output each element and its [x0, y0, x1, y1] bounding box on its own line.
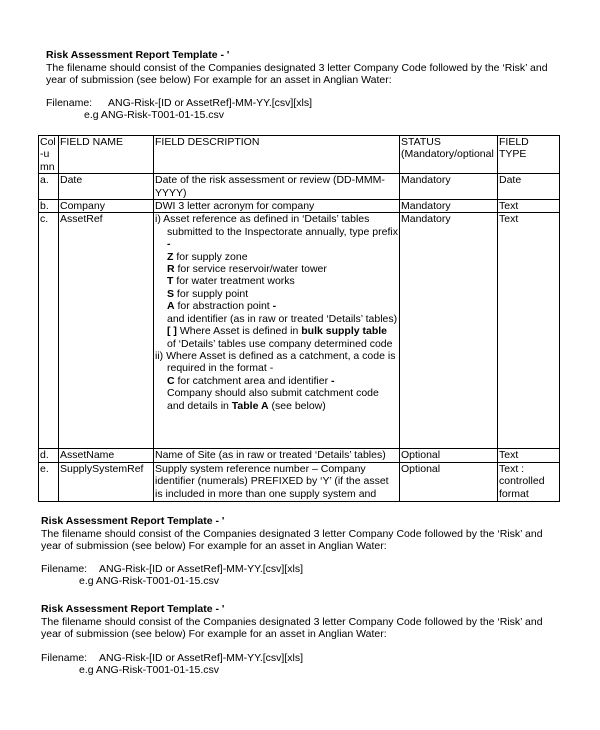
row-a-status: Mandatory: [400, 174, 498, 200]
filename-pattern-2: ANG-Risk-[ID or AssetRef]-MM-YY.[csv][xls]: [99, 563, 303, 575]
code-c: [155, 375, 398, 387]
header-status: STATUS (Mandatory/optional: [400, 136, 498, 174]
header-field-type: FIELD TYPE: [498, 136, 560, 174]
intro-paragraph: The filename should consist of the Companies designated 3 letter Company Code followed by the ‘Risk’ and year of submission (see below) For example for an asset in Anglian Water:: [46, 61, 548, 87]
filename-label-2: Filename:: [41, 563, 88, 575]
row-c-status: Mandatory: [400, 213, 498, 449]
code-r: [155, 263, 398, 275]
header-col: Col-umn: [39, 136, 59, 174]
table-row: [39, 200, 560, 213]
example-line: [46, 109, 224, 122]
row-a-col: a.: [39, 174, 59, 200]
identifier-text: and identifier (as in raw or treated ‘Details’ tables): [167, 312, 398, 325]
row-d-desc: Name of Site (as in raw or treated ‘Details’ tables): [154, 449, 400, 462]
row-a-desc: Date of the risk assessment or review (DD-MMM-YYYY): [154, 174, 400, 200]
row-e-col: e.: [39, 462, 59, 501]
table-row: [39, 213, 560, 449]
section-middle: [41, 515, 561, 553]
row-d-status: Optional: [400, 449, 498, 462]
intro-paragraph-2: The filename should consist of the Companies designated 3 letter Company Code followed by the ‘Risk’ and year of submission (see below) For example for an asset in Anglian Water:: [41, 527, 543, 553]
code-z: [155, 251, 398, 263]
code-a: [155, 300, 398, 312]
bulk-rest-text: of ‘Details’ tables use company determined code: [167, 337, 393, 350]
header-field-description: FIELD DESCRIPTION: [154, 136, 400, 174]
row-d-type: Text: [498, 449, 560, 462]
filename-pattern: ANG-Risk-[ID or AssetRef]-MM-YY.[csv][xls]: [108, 97, 312, 109]
filename-line: [46, 97, 312, 110]
row-b-name: Company: [59, 200, 154, 213]
bracket-text: Where Asset is defined in: [176, 325, 302, 338]
example-line-3: [41, 664, 219, 677]
section-bottom: [41, 603, 561, 641]
code-z-letter: Z: [167, 250, 174, 263]
code-r-letter: R: [167, 263, 175, 276]
fields-table: [38, 135, 560, 502]
desc-i-dash: -: [167, 238, 171, 251]
example-text: e.g ANG-Risk-T001-01-15.csv: [84, 109, 225, 121]
code-s-letter: S: [167, 287, 175, 300]
desc-i: [155, 213, 398, 250]
filename-line-3: [41, 652, 303, 665]
row-e-desc: [154, 462, 400, 501]
code-t: [155, 275, 398, 287]
code-c-dash: -: [328, 374, 335, 387]
row-c-name: AssetRef: [59, 213, 154, 449]
desc-ii-text: ii) Where Asset is defined as a catchment, a code is required in the format -: [155, 349, 396, 375]
company-catchment-line: [155, 387, 398, 412]
code-c-text: for catchment area and identifier: [174, 374, 329, 387]
desc-i-text: i) Asset reference as defined in ‘Details’ tables submitted to the Inspectorate annually, type prefix: [155, 213, 398, 238]
code-s: [155, 288, 398, 300]
example-text-3: e.g ANG-Risk-T001-01-15.csv: [79, 664, 220, 676]
code-a-dash: -: [269, 300, 277, 313]
code-a-letter: A: [167, 300, 175, 313]
filename-label-3: Filename:: [41, 652, 88, 664]
table-a-text: Table A: [231, 399, 269, 412]
row-d-name: AssetName: [59, 449, 154, 462]
desc-ii: [155, 350, 398, 375]
bracket-code: [ ]: [167, 325, 177, 338]
table-row: [39, 462, 560, 501]
code-c-letter: C: [167, 374, 175, 387]
code-t-text: for water treatment works: [173, 275, 295, 288]
row-b-status: Mandatory: [400, 200, 498, 213]
example-line-2: [41, 575, 219, 588]
row-c-type: Text: [498, 213, 560, 449]
row-b-type: Text: [498, 200, 560, 213]
section-top: [46, 49, 566, 87]
code-s-text: for supply point: [174, 287, 249, 300]
filename-line-2: [41, 563, 303, 576]
row-c-col: c.: [39, 213, 59, 449]
code-a-text: for abstraction point: [174, 300, 270, 313]
template-title-2: Risk Assessment Report Template - ': [41, 515, 225, 527]
row-a-name: Date: [59, 174, 154, 200]
row-b-col: b.: [39, 200, 59, 213]
row-d-col: d.: [39, 449, 59, 462]
company-catchment-text: Company should also submit catchment code and details in: [167, 387, 379, 412]
template-title: Risk Assessment Report Template - ': [46, 49, 230, 61]
see-below-text: (see below): [268, 399, 326, 412]
row-b-desc: DWI 3 letter acronym for company: [154, 200, 400, 213]
row-c-desc: [154, 213, 400, 449]
intro-paragraph-3: The filename should consist of the Companies designated 3 letter Company Code followed by the ‘Risk’ and year of submission (see below) For example for an asset in Anglian Water:: [41, 615, 543, 641]
row-e-desc-text: Supply system reference number – Company identifier (numerals) PREFIXED by ‘Y’ (if the asset is included in more than one supply system and: [155, 462, 389, 500]
row-a-type: Date: [498, 174, 560, 200]
table-header-row: [39, 136, 560, 174]
row-e-type: Text : controlled format: [498, 462, 560, 501]
example-text-2: e.g ANG-Risk-T001-01-15.csv: [79, 575, 220, 587]
code-r-text: for service reservoir/water tower: [174, 263, 327, 276]
filename-pattern-3: ANG-Risk-[ID or AssetRef]-MM-YY.[csv][xls]: [99, 652, 303, 664]
row-e-status: Optional: [400, 462, 498, 501]
row-e-name: SupplySystemRef: [59, 462, 154, 501]
code-t-letter: T: [167, 275, 174, 288]
filename-label: Filename:: [46, 97, 93, 109]
code-z-text: for supply zone: [173, 250, 248, 263]
template-title-3: Risk Assessment Report Template - ': [41, 603, 225, 615]
header-field-name: FIELD NAME: [59, 136, 154, 174]
bulk-supply-line: [155, 325, 398, 350]
bulk-supply-text: bulk supply table: [301, 325, 388, 338]
table-row: [39, 449, 560, 462]
table-row: [39, 174, 560, 200]
